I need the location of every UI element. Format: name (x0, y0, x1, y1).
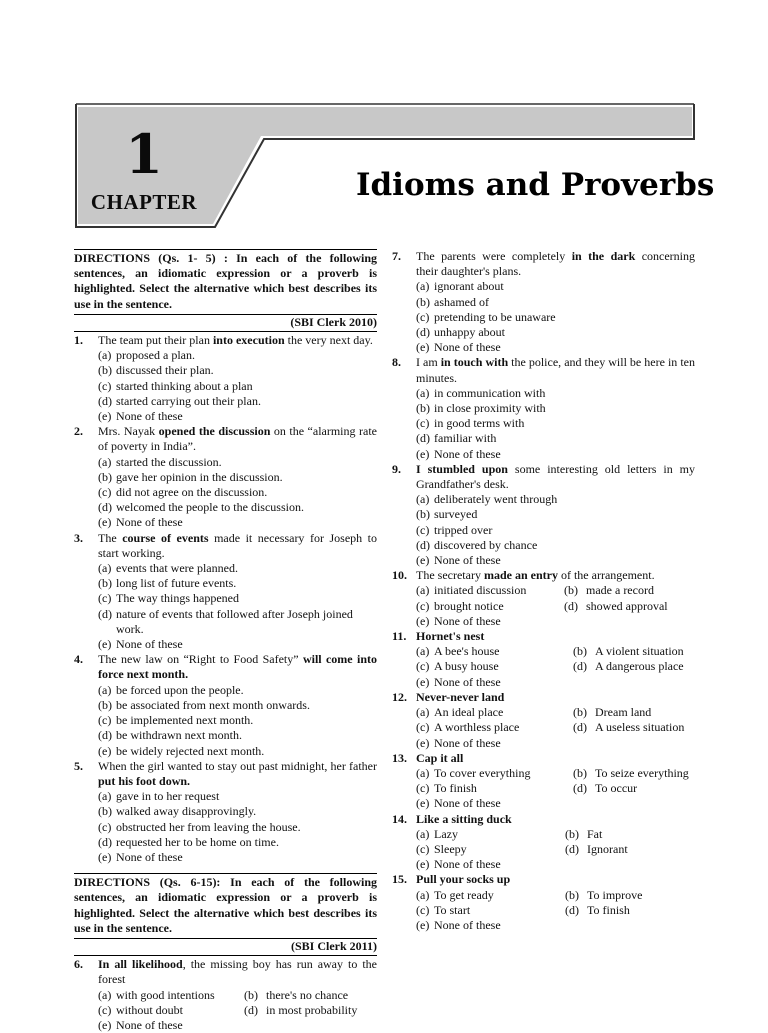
option: (e) None of these (416, 613, 501, 628)
option: (b) Fat (565, 826, 603, 841)
option: (c) be implemented next month. (98, 713, 254, 728)
question-text: The course of events made it necessary for Joseph to start working. (98, 530, 378, 560)
option: (c) A busy house (416, 659, 499, 674)
chapter-label: CHAPTER (90, 190, 198, 214)
question-5 (74, 759, 377, 789)
question-number: 5. (74, 758, 83, 773)
question-text: In all likelihood, the missing boy has run away to the forest (98, 957, 377, 987)
option-row (392, 827, 695, 842)
option: (c) The way things happened (98, 591, 239, 606)
option: (c) tripped over (416, 522, 493, 537)
option: (d) started carrying out their plan. (98, 393, 261, 408)
option: (e) None of these (416, 857, 501, 872)
highlighted-idiom: Hornet's nest (416, 629, 485, 644)
option: (b) long list of future events. (98, 576, 237, 591)
option: (d) discovered by chance (416, 537, 538, 552)
option: (b) walked away disapprovingly. (98, 804, 257, 819)
option-row (392, 842, 695, 857)
highlighted-idiom: made an entry (483, 568, 558, 583)
option: (e) None of these (98, 1017, 183, 1032)
question-text (416, 629, 695, 644)
question-10 (392, 568, 695, 583)
question-number: 3. (74, 530, 83, 545)
highlighted-idiom: opened the discussion (158, 424, 271, 439)
question-number: 15. (392, 872, 407, 887)
question-text (416, 751, 695, 766)
option: (b) be associated from next month onwards. (98, 697, 310, 712)
option: (e) None of these (98, 515, 183, 530)
question-2 (74, 424, 377, 454)
option: (e) None of these (416, 340, 501, 355)
highlighted-idiom: Like a sitting duck (416, 811, 512, 826)
option: (b) To improve (565, 887, 643, 902)
question-number: 6. (74, 957, 83, 972)
highlighted-idiom: Never-never land (416, 689, 505, 704)
directions-block: DIRECTIONS (Qs. 6-15): In each of the following sentences, an idiomatic expression or a proverb is highlighted. Select the alternative which best describes its use in the sentence. (74, 873, 377, 939)
option: (a) ignorant about (416, 279, 504, 294)
option-row (392, 705, 695, 720)
option: (c) brought notice (416, 598, 504, 613)
question-13 (392, 751, 695, 766)
option: (c) A worthless place (416, 720, 520, 735)
option: (b) ashamed of (416, 294, 489, 309)
question-text: When the girl wanted to stay out past midnight, her father put his foot down. (98, 758, 377, 788)
option: (d) in most probability (244, 1002, 358, 1017)
option: (d) unhappy about (416, 325, 505, 340)
question-number: 13. (392, 750, 407, 765)
question-text: I am in touch with the police, and they will be here in ten minutes. (416, 355, 695, 385)
highlighted-idiom: in the dark (571, 249, 636, 263)
option: (c) Sleepy (416, 841, 467, 856)
question-1 (74, 333, 377, 348)
option: (a) events that were planned. (98, 561, 238, 576)
option: (a) in communication with (416, 385, 546, 400)
question-text: The new law on “Right to Food Safety” will come into force next month. (98, 652, 377, 682)
option: (a) Lazy (416, 826, 458, 841)
option: (c) To finish (416, 781, 477, 796)
question-number: 4. (74, 652, 83, 667)
option: (e) None of these (416, 674, 501, 689)
question-text (416, 872, 695, 887)
question-number: 8. (392, 355, 401, 370)
option: (e) None of these (416, 735, 501, 750)
question-text: The parents were completely in the dark concerning their daughter's plans. (416, 249, 695, 279)
source-note: (SBI Clerk 2010) (74, 315, 377, 332)
question-11 (392, 629, 695, 644)
question-number: 2. (74, 424, 83, 439)
option: (c) started thinking about a plan (98, 378, 253, 393)
option: (d) welcomed the people to the discussion. (98, 500, 304, 515)
option: (e) None of these (98, 409, 183, 424)
question-text: The secretary made an entry of the arrangement. (416, 568, 655, 583)
question-text: I stumbled upon some interesting old letters in my Grandfather's desk. (416, 461, 695, 492)
question-number: 9. (392, 461, 401, 476)
option: (d) A useless situation (573, 720, 685, 735)
option: (e) None of these (416, 796, 501, 811)
option: (b) To seize everything (573, 765, 689, 780)
option: (a) An ideal place (416, 705, 504, 720)
option: (d) nature of events that followed after Joseph joined work. (98, 606, 353, 636)
option: (b) Dream land (573, 705, 652, 720)
source-note: (SBI Clerk 2011) (74, 939, 377, 956)
highlighted-idiom: In all likelihood (98, 957, 183, 972)
option: (a) be forced upon the people. (98, 682, 244, 697)
option-row (392, 888, 695, 903)
highlighted-idiom: will come into force next month. (98, 652, 377, 682)
highlighted-idiom: put his foot down. (98, 773, 191, 788)
option-row (74, 988, 377, 1003)
option-row (392, 583, 695, 598)
question-number: 10. (392, 568, 407, 583)
option: (d) be withdrawn next month. (98, 728, 242, 743)
question-text: Mrs. Nayak opened the discussion on the “alarming rate of poverty in India”. (98, 424, 378, 454)
option: (c) To start (416, 902, 471, 917)
option: (e) None of these (98, 637, 183, 652)
option: (e) None of these (416, 446, 501, 461)
option: (a) proposed a plan. (98, 348, 195, 363)
highlighted-idiom: I stumbled upon (416, 461, 508, 476)
option: (c) in good terms with (416, 416, 525, 431)
question-number: 7. (392, 249, 401, 263)
question-text: The team put their plan into execution the very next day. (98, 333, 373, 348)
option: (b) surveyed (416, 507, 478, 522)
question-7 (392, 249, 695, 279)
question-number: 11. (392, 629, 407, 644)
option: (a) gave in to her request (98, 789, 220, 804)
highlighted-idiom: into execution (212, 333, 285, 348)
option-row (392, 644, 695, 659)
option: (b) there's no chance (244, 987, 349, 1002)
option-row (392, 903, 695, 918)
chapter-title: Idioms and Proverbs (356, 167, 715, 203)
option: (d) To finish (565, 902, 630, 917)
option: (e) be widely rejected next month. (98, 743, 265, 758)
option: (c) pretending to be unaware (416, 309, 556, 324)
option: (b) in close proximity with (416, 401, 546, 416)
option-row (74, 1003, 377, 1018)
option: (d) Ignorant (565, 841, 628, 856)
question-3 (74, 531, 377, 561)
option: (d) familiar with (416, 431, 497, 446)
question-8 (392, 355, 695, 385)
directions-block: DIRECTIONS (Qs. 1- 5) : In each of the following sentences, an idiomatic expression or a proverb is highlighted. Select the alternative which best describes its use in the sentence. (74, 249, 377, 315)
left-column (74, 249, 377, 1033)
option-row (392, 766, 695, 781)
option: (d) showed approval (564, 598, 668, 613)
option: (e) None of these (416, 917, 501, 932)
question-14 (392, 812, 695, 827)
option: (d) To occur (573, 781, 638, 796)
question-6 (74, 957, 377, 987)
option: (a) with good intentions (98, 987, 215, 1002)
option: (a) To cover everything (416, 765, 531, 780)
option: (b) discussed their plan. (98, 363, 214, 378)
option: (c) obstructed her from leaving the house. (98, 819, 301, 834)
option: (a) A bee's house (416, 644, 500, 659)
option-row (392, 720, 695, 735)
option: (d) requested her to be home on time. (98, 834, 279, 849)
right-column (392, 249, 695, 933)
question-12 (392, 690, 695, 705)
chapter-number: 1 (125, 122, 163, 186)
option: (e) None of these (416, 553, 501, 568)
option: (e) None of these (98, 849, 183, 864)
highlighted-idiom: Cap it all (416, 750, 464, 765)
question-number: 14. (392, 811, 407, 826)
option: (b) made a record (564, 583, 654, 598)
option: (c) without doubt (98, 1002, 184, 1017)
highlighted-idiom: in touch with (440, 355, 509, 370)
option: (d) A dangerous place (573, 659, 684, 674)
option: (b) A violent situation (573, 644, 684, 659)
option-row (392, 781, 695, 796)
highlighted-idiom: Pull your socks up (416, 872, 511, 887)
option-row (392, 599, 695, 614)
question-number: 1. (74, 333, 83, 348)
question-number: 12. (392, 689, 407, 704)
option: (a) deliberately went through (416, 492, 558, 507)
question-text (416, 690, 695, 705)
question-text (416, 812, 695, 827)
option: (a) To get ready (416, 887, 494, 902)
question-4 (74, 652, 377, 682)
question-15 (392, 872, 695, 887)
option: (c) did not agree on the discussion. (98, 485, 268, 500)
question-9 (392, 462, 695, 492)
option: (b) gave her opinion in the discussion. (98, 469, 283, 484)
option: (a) started the discussion. (98, 454, 222, 469)
highlighted-idiom: course of events (122, 530, 209, 545)
option: (a) initiated discussion (416, 583, 527, 598)
option-row (392, 659, 695, 674)
